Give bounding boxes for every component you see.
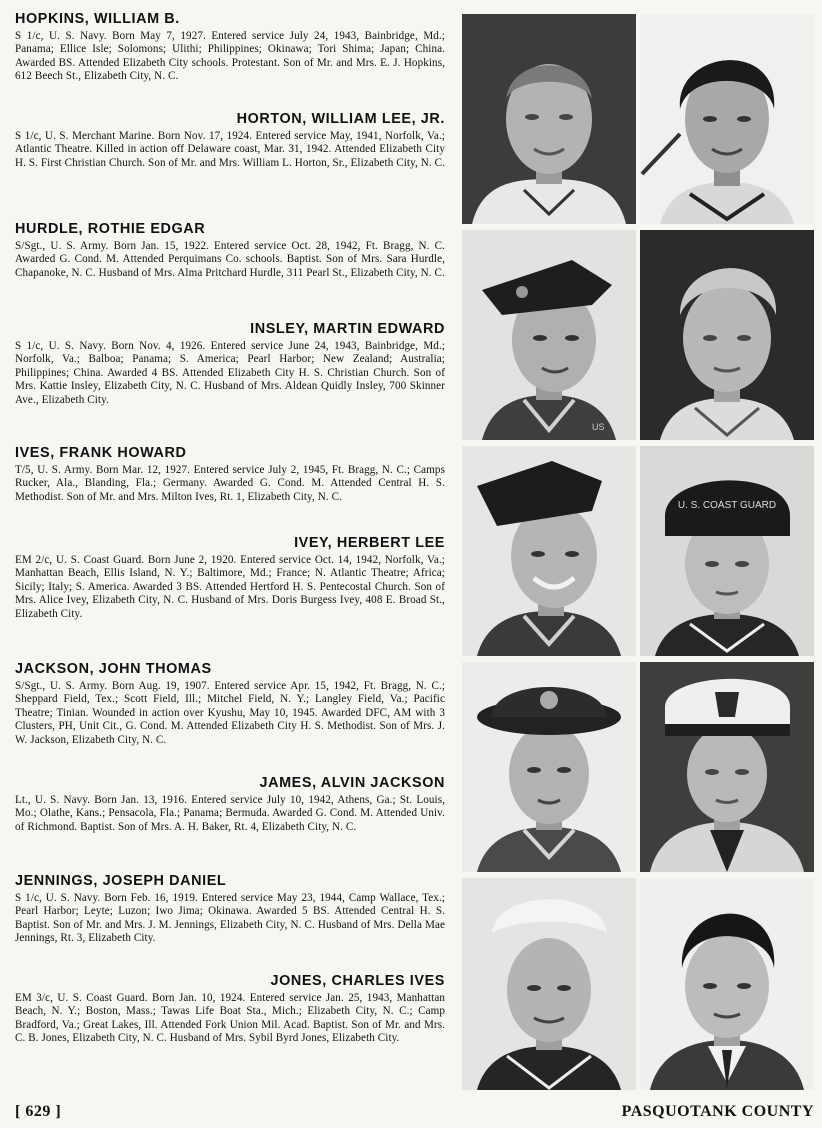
entry-jones <box>15 972 445 1046</box>
entry-bio: T/5, U. S. Army. Born Mar. 12, 1927. Entered service July 2, 1945, Ft. Bragg, N. C.; Camps Rucker, Ala., Blanding, Fla.; Germany. Awarded G. Cond. M. Attended Central H. S. Methodist. Son of Mr. and Mrs. Milton Ives, Rt. 1, Elizabeth City, N. C. <box>15 464 445 503</box>
entry-name: HURDLE, ROTHIE EDGAR <box>15 221 206 237</box>
portrait-ives <box>462 446 636 656</box>
county-name: PASQUOTANK COUNTY <box>621 1103 814 1120</box>
entry-name: INSLEY, MARTIN EDWARD <box>250 321 445 337</box>
entry-james <box>15 774 445 834</box>
portrait-ivey <box>640 446 814 656</box>
entry-name: HOPKINS, WILLIAM B. <box>15 11 180 27</box>
entry-name: HORTON, WILLIAM LEE, JR. <box>236 111 445 127</box>
portrait-hurdle <box>462 230 636 440</box>
entry-hopkins <box>15 10 445 84</box>
entry-insley <box>15 320 445 407</box>
entry-name: JONES, CHARLES IVES <box>270 973 445 989</box>
entry-ivey <box>15 534 445 621</box>
entry-bio: S 1/c, U. S. Navy. Born Nov. 4, 1926. Entered service June 24, 1943, Bainbridge, Md.; Norfolk, Va.; Balboa; Panama; S. America; Pearl Harbor; New Zealand; Australia; Philippines; China. Awarded 4 BS. Attended Elizabeth City H. S. Christian Church. Son of Mrs. Kattie Insley, Elizabeth City, N. C. Husband of Mrs. Aldean Quidly Insley, 700 Skinner Ave., Elizabeth City. <box>15 340 445 406</box>
cap-band-text: U. S. COAST GUARD <box>677 500 777 511</box>
entry-bio: EM 3/c, U. S. Coast Guard. Born Jan. 10, 1924. Entered service Jan. 25, 1943, Manhattan Beach, N. Y.; Boston, Mass.; Tawas Life Boat Sta., Mich.; Elizabeth City, N. C.; Camp Bradford, Va.; Great Lakes, Ill. Attended Fork Union Mil. Acad. Baptist. Son of Mr. and Mrs. C. B. Jones, Elizabeth City, N. C. Husband of Mrs. Sybil Byrd Jones, Elizabeth City. <box>15 992 445 1045</box>
entry-bio: Lt., U. S. Navy. Born Jan. 13, 1916. Entered service July 10, 1942, Athens, Ga.; St. Louis, Mo.; Olathe, Kans.; Pensacola, Fla.; Panama; Bermuda. Awarded G. Cond. M. Attended Univ. of Richmond. Baptist. Son of Mrs. A. H. Baker, Rt. 4, Elizabeth City, N. C. <box>15 794 445 833</box>
entry-bio: S 1/c, U. S. Navy. Born Feb. 16, 1919. Entered service May 23, 1944, Camp Wallace, Tex.; Pearl Harbor; Leyte; Luzon; Iwo Jima; Okinawa. Awarded 5 BS. Attended Central H. S. Baptist. Son of Mr. and Mrs. J. M. Jennings, Elizabeth City, N. C. Husband of Mrs. Della Mae Jennings, Rt. 3, Elizabeth City. <box>15 892 445 945</box>
portrait-hopkins <box>462 14 636 224</box>
entry-name: IVEY, HERBERT LEE <box>294 535 445 551</box>
entry-hurdle <box>15 220 445 280</box>
page-number: [ 629 ] <box>15 1103 62 1120</box>
entry-bio: EM 2/c, U. S. Coast Guard. Born June 2, 1920. Entered service Oct. 14, 1942, Norfolk, Va.; Manhattan Beach, Ellis Island, N. Y.; Baltimore, Md.; France; N. Atlantic Theatre; Africa; Sicily; Italy; S. America. Awarded 3 BS. Attended Hertford H. S. Pentecostal Church. Son of Mrs. Alice Ivey, Elizabeth City, N. C. Husband of Mrs. Doris Burgess Ivey, 408 E. Broad St., Elizabeth City. <box>15 554 445 620</box>
portrait-jennings <box>462 878 636 1090</box>
entry-bio: S 1/c, U. S. Merchant Marine. Born Nov. 17, 1924. Entered service May, 1941, Norfolk, Va.; Atlantic Theatre. Killed in action off Delaware coast, Mar. 31, 1942. Attended Elizabeth City H. S. First Christian Church. Son of Mr. and Mrs. William L. Horton, Sr., Elizabeth City, N. C. <box>15 130 445 169</box>
portrait-james <box>640 662 814 872</box>
entry-name: JENNINGS, JOSEPH DANIEL <box>15 873 227 889</box>
collar-insignia: US <box>592 422 605 432</box>
portrait-insley <box>640 230 814 440</box>
entry-ives <box>15 444 445 504</box>
portrait-jackson <box>462 662 636 872</box>
entry-bio: S 1/c, U. S. Navy. Born May 7, 1927. Entered service July 24, 1943, Bainbridge, Md.; Panama; Ellice Isle; Solomons; Ulithi; Philippines; Okinawa; Tori Shima; Japan; China. Awarded BS. Attended Elizabeth City schools. Protestant. Son of Mr. and Mrs. E. J. Hopkins, 612 Beech St., Elizabeth City, N. C. <box>15 30 445 83</box>
entry-horton <box>15 110 445 170</box>
entry-bio: S/Sgt., U. S. Army. Born Jan. 15, 1922. Entered service Oct. 28, 1942, Ft. Bragg, N. C. Awarded G. Cond. M. Attended Perquimans Co. schools. Baptist. Son of Mrs. Sara Hurdle, Chapanoke, N. C. Husband of Mrs. Alma Pritchard Hurdle, 311 Pearl St., Elizabeth City, N. C. <box>15 240 445 279</box>
portrait-jones <box>640 878 814 1090</box>
entry-bio: S/Sgt., U. S. Army. Born Aug. 19, 1907. Entered service Apr. 15, 1942, Ft. Bragg, N. C.; Sheppard Field, Tex.; Scott Field, Ill.; Mitchel Field, N. Y.; Langley Field, Va.; Pacific Theatre; Tinian. Wounded in action over Kyushu, May 10, 1945. Awarded DFC, AM with 3 Clusters, PH, Unit Cit., G. Cond. M. Attended Elizabeth City H. S. Methodist. Son of Mrs. J. W. Jackson, Elizabeth City, N. C. <box>15 680 445 746</box>
entry-name: JACKSON, JOHN THOMAS <box>15 661 212 677</box>
entry-name: JAMES, ALVIN JACKSON <box>259 775 445 791</box>
portrait-horton <box>640 14 814 224</box>
entry-jackson <box>15 660 445 747</box>
entry-name: IVES, FRANK HOWARD <box>15 445 187 461</box>
portrait-grid <box>462 14 814 1090</box>
entry-jennings <box>15 872 445 946</box>
